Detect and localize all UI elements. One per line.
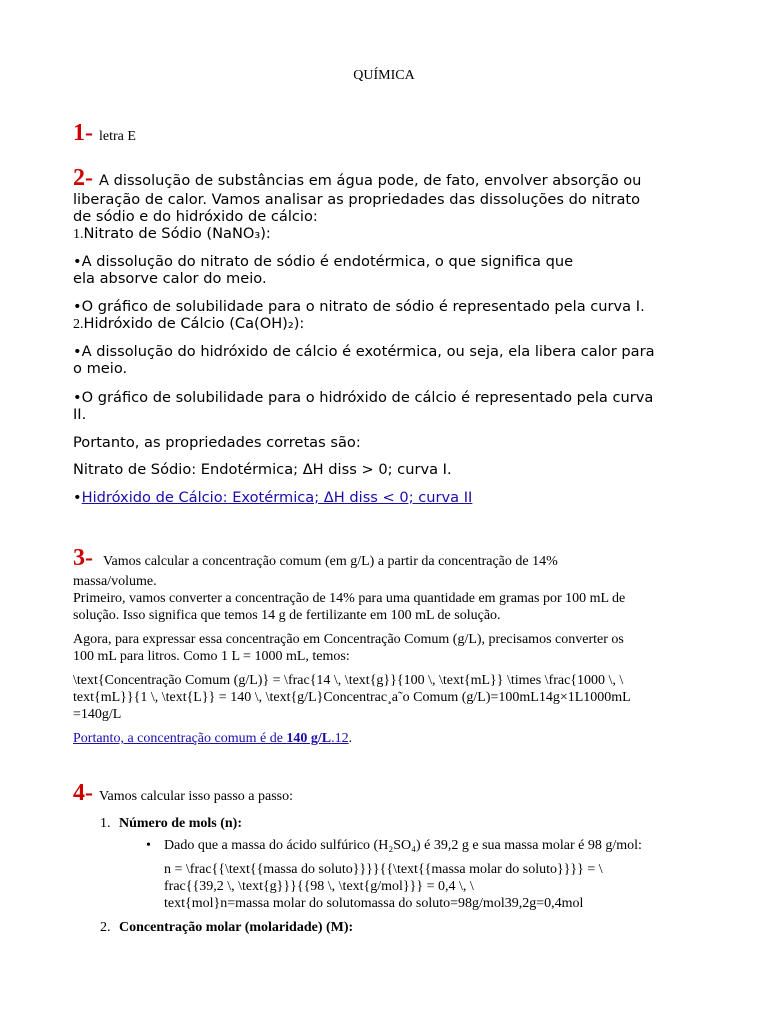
step-number: 2. — [100, 920, 111, 935]
bullet-line: II. — [73, 406, 87, 423]
page-title: QUÍMICA — [353, 68, 415, 83]
list-item-text: Nitrato de Sódio (NaNO₃): — [83, 225, 271, 242]
answer-link[interactable]: Hidróxido de Cálcio: Exotérmica; ΔH diss < 0; curva II — [81, 489, 473, 506]
paragraph-line: Vamos calcular a concentração comum (em g/L) a partir da concentração de 14% — [103, 554, 558, 569]
question-3-heading — [73, 545, 558, 572]
formula-line: text{mL}}{1 \, \text{L}} = 140 \, \text{g/L}Concentrac¸a˜o Comum (g/L)=100mL14g×1L1000mL — [73, 690, 631, 705]
conclusion-text: Portanto, as propriedades corretas são: — [73, 434, 361, 451]
bullet-line: ela absorve calor do meio. — [73, 270, 267, 287]
paragraph-line: Primeiro, vamos converter a concentração de 14% para uma quantidade em gramas por 100 mL de — [73, 591, 626, 606]
sub-bullet-item — [146, 838, 642, 854]
bullet-line: •O gráfico de solubilidade para o hidróxido de cálcio é representado pela curva — [73, 389, 654, 406]
formula-line: =140g/L — [73, 707, 122, 722]
question-number: 2- — [73, 165, 93, 191]
formula-line: \text{Concentração Comum (g/L)} = \frac{14 \, \text{g}}{100 \, \text{mL}} \times \frac{1000 \, \ — [73, 673, 624, 688]
question-2-heading — [73, 165, 641, 192]
answer-text: letra E — [99, 129, 136, 144]
formula-line: text{mol}n=massa molar do solutomassa do soluto=98g/mol39,2g=0,4mol — [164, 896, 584, 911]
formula-line: frac{{39,2 \, \text{g}}}{{98 \, \text{g/mol}}} = 0,4 \, \ — [164, 879, 474, 894]
question-number: 3- — [73, 545, 93, 571]
step-title: Concentração molar (molaridade) (M): — [119, 920, 354, 935]
bullet-line: •A dissolução do hidróxido de cálcio é exotérmica, ou seja, ela libera calor para — [73, 343, 655, 360]
answer-line: Nitrato de Sódio: Endotérmica; ΔH diss > 0; curva I. — [73, 461, 452, 478]
final-answer-link[interactable] — [73, 731, 349, 746]
step-number: 1. — [100, 816, 111, 831]
list-item — [73, 315, 304, 333]
list-number: 2. — [73, 317, 84, 332]
paragraph-line: A dissolução de substâncias em água pode, de fato, envolver absorção ou — [99, 172, 642, 189]
question-1 — [73, 120, 136, 147]
final-answer-text: Portanto, a concentração comum é de — [73, 731, 287, 746]
list-item-text: Hidróxido de Cálcio (Ca(OH)₂): — [83, 315, 305, 332]
step-item — [100, 816, 242, 832]
step-title: Número de mols (n): — [119, 816, 243, 831]
question-number: 1- — [73, 120, 93, 146]
bullet-line: •O gráfico de solubilidade para o nitrato de sódio é representado pela curva I. — [73, 298, 645, 315]
question-4-heading — [73, 780, 293, 807]
answer-line-link — [73, 489, 472, 506]
bullet-line: •A dissolução do nitrato de sódio é endotérmica, o que significa que — [73, 253, 574, 270]
bullet: • — [146, 838, 151, 853]
formula-line: n = \frac{{\text{{massa do soluto}}}}{{\text{{massa molar do soluto}}}} = \ — [164, 862, 603, 877]
paragraph-line: de sódio e do hidróxido de cálcio: — [73, 208, 318, 225]
list-number: 1. — [73, 227, 84, 242]
period: . — [348, 731, 353, 746]
bullet: • — [73, 489, 82, 506]
paragraph-line: massa/volume. — [73, 574, 157, 589]
list-item — [73, 225, 271, 243]
question-number: 4- — [73, 780, 93, 806]
paragraph-line: Vamos calcular isso passo a passo: — [99, 789, 294, 804]
sub-bullet-text: Dado que a massa do ácido sulfúrico (H₂SO₄) é 39,2 g e sua massa molar é 98 g/mol: — [164, 838, 642, 853]
paragraph-line: 100 mL para litros. Como 1 L = 1000 mL, temos: — [73, 649, 350, 664]
step-item — [100, 920, 353, 936]
bullet-line: o meio. — [73, 360, 128, 377]
final-answer — [73, 731, 352, 747]
paragraph-line: Agora, para expressar essa concentração em Concentração Comum (g/L), precisamos converter os — [73, 632, 624, 647]
paragraph-line: solução. Isso significa que temos 14 g de fertilizante em 100 mL de solução. — [73, 608, 501, 623]
final-answer-value: 140 g/L — [286, 731, 332, 746]
paragraph-line: liberação de calor. Vamos analisar as propriedades das dissoluções do nitrato — [73, 191, 641, 208]
final-answer-ref: .12 — [331, 731, 349, 746]
